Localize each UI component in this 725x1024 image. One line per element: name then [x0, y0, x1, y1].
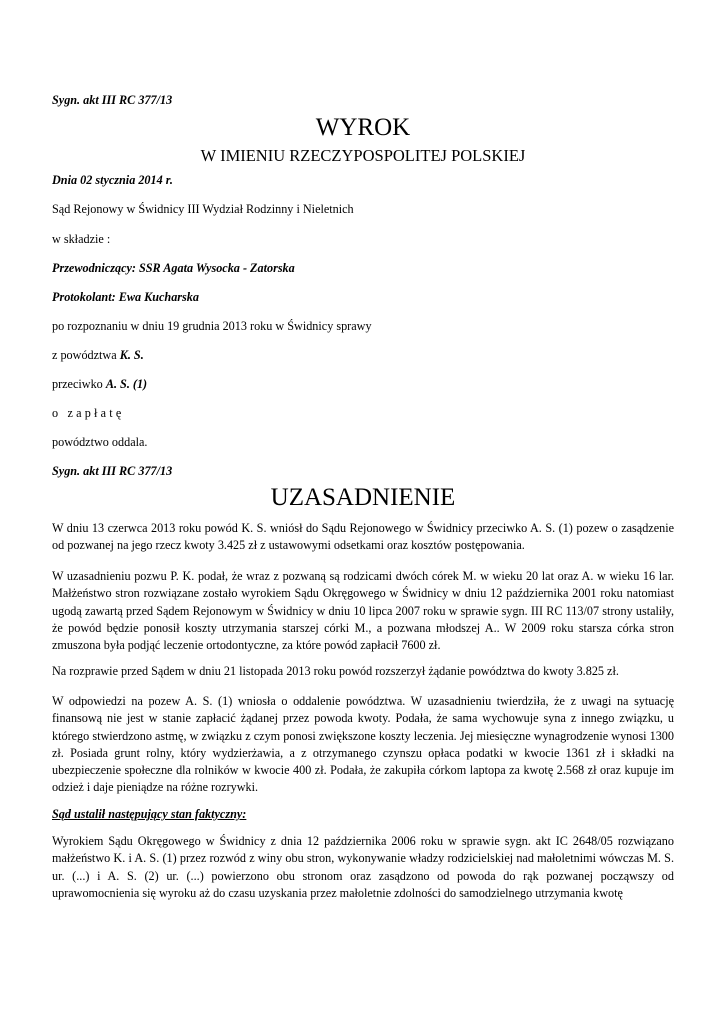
case-subject: o zapłatę	[52, 406, 125, 420]
case-number-justification: Sygn. akt III RC 377/13	[52, 464, 173, 478]
presiding-judge: Przewodniczący: SSR Agata Wysocka - Zatorska	[52, 261, 295, 275]
justification-title: UZASADNIENIE	[270, 484, 456, 511]
composition-label: w składzie :	[52, 232, 111, 246]
defendant-prefix: przeciwko	[52, 377, 106, 391]
hearing-info: po rozpoznaniu w dniu 19 grudnia 2013 roku w Świdnicy sprawy	[52, 319, 372, 333]
verdict-subtitle: W IMIENIU RZECZYPOSPOLITEJ POLSKIEJ	[200, 146, 526, 165]
facts-heading: Sąd ustalił następujący stan faktyczny:	[52, 807, 247, 821]
court-clerk: Protokolant: Ewa Kucharska	[52, 290, 199, 304]
verdict-title: WYROK	[315, 114, 411, 141]
verdict-date: Dnia 02 stycznia 2014 r.	[52, 173, 173, 187]
plaintiff-prefix: z powództwa	[52, 348, 120, 362]
plaintiff-name: K. S.	[119, 348, 144, 362]
justification-paragraph-2: W uzasadnieniu pozwu P. K. podał, że wraz z pozwaną są rodzicami dwóch córek M. w wieku 20 lat oraz A. w wieku 16 lar. Małżeństwo stron rozwiązane zostało wyrokiem Sądu Okręgowego w Świdnicy w dniu 12 października 2001 roku natomiast ugodą zawartą przed Sądem Rejonowym w Świdnicy w dniu 10 lipca 2007 roku w sprawie sygn. III RC 113/07 strony ustaliły, że powód będzie ponosił koszty utrzymania starszej córki M., a pozwana młodszej A.. W 2009 roku starsza córka stron zmuszona była podjąć leczenie ortodontyczne, za które powód zapłacił 7600 zł.	[52, 569, 674, 653]
justification-paragraph-1: W dniu 13 czerwca 2013 roku powód K. S. wniósł do Sądu Rejonowego w Świdnicy przeciwko A. S. (1) pozew o zasądzenie od pozwanej na jego rzecz kwoty 3.425 zł z ustawowymi odsetkami oraz kosztów postępowania.	[52, 521, 674, 553]
justification-paragraph-3: Na rozprawie przed Sądem w dniu 21 listopada 2013 roku powód rozszerzył żądanie powództwa do kwoty 3.825 zł.	[52, 664, 619, 678]
court-name: Sąd Rejonowy w Świdnicy III Wydział Rodzinny i Nieletnich	[52, 202, 354, 216]
defendant-line	[52, 376, 147, 392]
justification-paragraph-4: W odpowiedzi na pozew A. S. (1) wniosła o oddalenie powództwa. W uzasadnieniu twierdziła, że z uwagi na sytuację finansową nie jest w stanie zapłacić żądanej przez powoda kwoty. Podała, że sama wychowuje syna z innego związku, u którego stwierdzono astmę, w związku z czym ponosi zwiększone koszty leczenia. Jej miesięczne wynagrodzenie wynosi 1300 zł. Posiada grunt rolny, który wydzierżawia, a z otrzymanego czynszu opłaca podatki w kwocie 1361 zł i składki na ubezpieczenie społeczne dla rolników w kwocie 400 zł. Podała, że zakupiła córkom laptopa za kwotę 2.568 zł oraz kupuje im odzież i daje pieniądze na różne rozrywki.	[52, 694, 674, 795]
plaintiff-line	[52, 347, 144, 363]
ruling: powództwo oddala.	[52, 435, 148, 449]
defendant-name: A. S. (1)	[105, 377, 148, 391]
case-number-top: Sygn. akt III RC 377/13	[52, 93, 173, 107]
facts-paragraph: Wyrokiem Sądu Okręgowego w Świdnicy z dnia 12 października 2006 roku w sprawie sygn. akt IC 2648/05 rozwiązano małżeństwo K. i A. S. (1) przez rozwód z winy obu stron, wykonywanie władzy rodzicielskiej nad małoletnimi wówczas M. S. ur. (...) i A. S. (2) ur. (...) powierzono obu stronom oraz zasądzono od powoda do rąk pozwanej począwszy od uprawomocnienia się wyroku aż do czasu uzyskania przez małoletnie zdolności do samodzielnego utrzymania kwotę	[52, 834, 674, 900]
